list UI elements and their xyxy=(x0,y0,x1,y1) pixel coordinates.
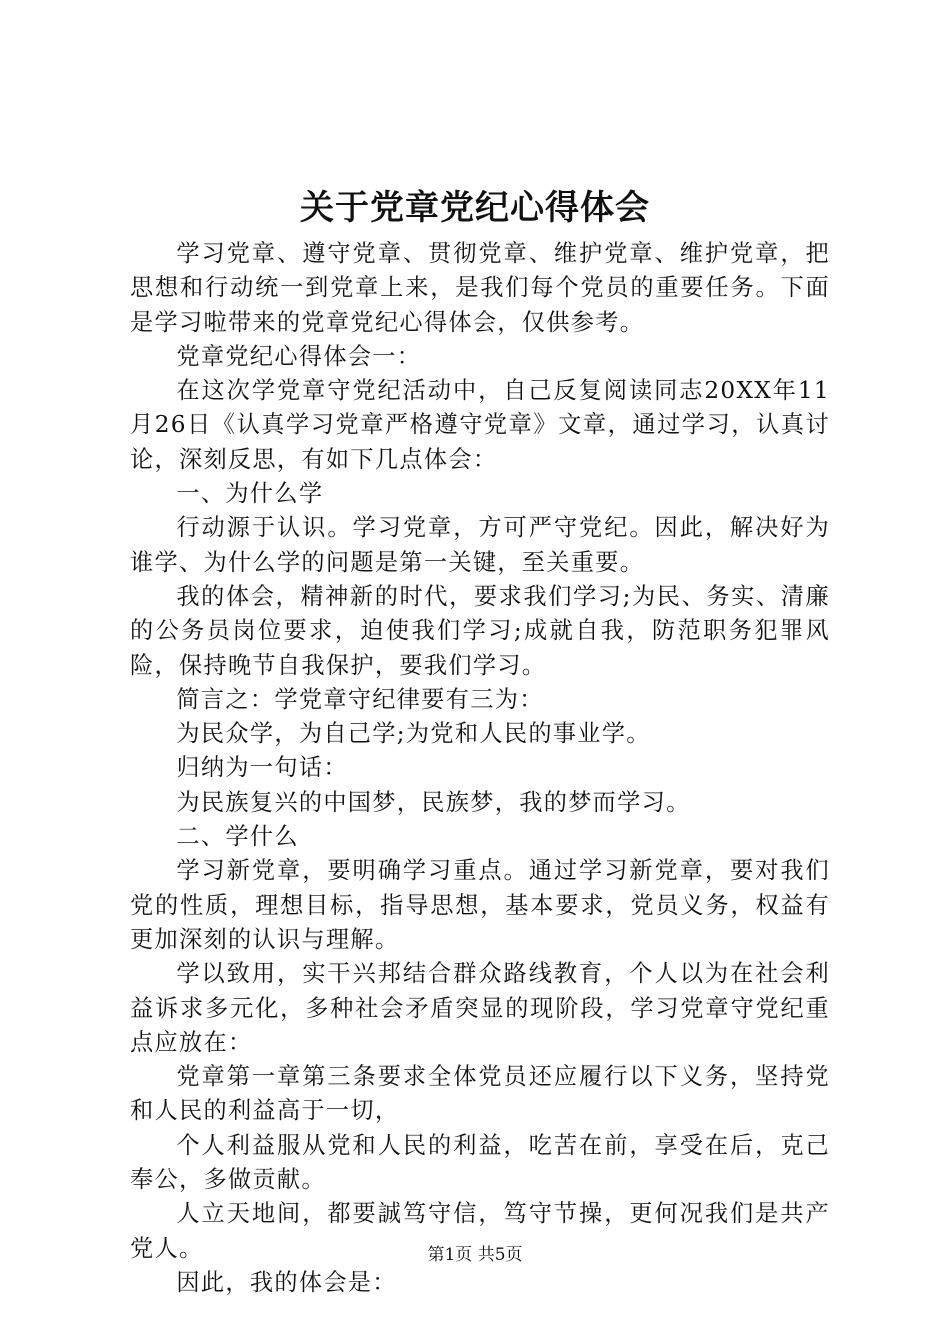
paragraph: 为民族复兴的中国梦，民族梦，我的梦而学习。 xyxy=(176,788,691,816)
paragraph: 简言之：学党章守纪律要有三为： xyxy=(176,685,544,713)
document-body xyxy=(130,237,830,1300)
paragraph: 在这次学党章守党纪活动中，自己反复阅读同志20XX年11月26日《认真学习党章严格遵守党章》文章，通过学习，认真讨论，深刻反思，有如下几点体会： xyxy=(130,377,830,473)
page-footer: 第1页 共5页 xyxy=(427,1245,523,1265)
paragraph: 因此，我的体会是： xyxy=(176,1268,397,1296)
paragraph: 党章第一章第三条要求全体党员还应履行以下义务，坚持党和人民的利益高于一切， xyxy=(130,1063,830,1125)
section-heading: 二、学什么 xyxy=(176,823,299,851)
paragraph: 学以致用，实干兴邦结合群众路线教育，个人以为在社会利益诉求多元化，多种社会矛盾突显的现阶段，学习党章守党纪重点应放在： xyxy=(130,960,830,1056)
paragraph: 学习党章、遵守党章、贯彻党章、维护党章、维护党章，把思想和行动统一到党章上来，是我们每个党员的重要任务。下面是学习啦带来的党章党纪心得体会，仅供参考。 xyxy=(130,240,830,336)
paragraph: 我的体会，精神新的时代，要求我们学习;为民、务实、清廉的公务员岗位要求，迫使我们学习;成就自我，防范职务犯罪风险，保持晚节自我保护，要我们学习。 xyxy=(130,582,830,679)
paragraph: 归纳为一句话： xyxy=(176,754,348,782)
paragraph: 行动源于认识。学习党章，方可严守党纪。因此，解决好为谁学、为什么学的问题是第一关键，至关重要。 xyxy=(130,514,830,576)
section-heading: 一、为什么学 xyxy=(176,480,324,508)
paragraph: 为民众学，为自己学;为党和人民的事业学。 xyxy=(176,720,651,748)
section-label: 党章党纪心得体会一： xyxy=(176,342,422,370)
paragraph: 个人利益服从党和人民的利益，吃苦在前，享受在后，克己奉公，多做贡献。 xyxy=(130,1131,830,1194)
document-title: 关于党章党纪心得体会 xyxy=(300,188,650,228)
paragraph: 学习新党章，要明确学习重点。通过学习新党章，要对我们党的性质，理想目标，指导思想，基本要求，党员义务，权益有更加深刻的认识与理解。 xyxy=(130,857,830,953)
paragraph: 人立天地间，都要誠笃守信，笃守节操，更何况我们是共产党人。 xyxy=(130,1200,830,1262)
